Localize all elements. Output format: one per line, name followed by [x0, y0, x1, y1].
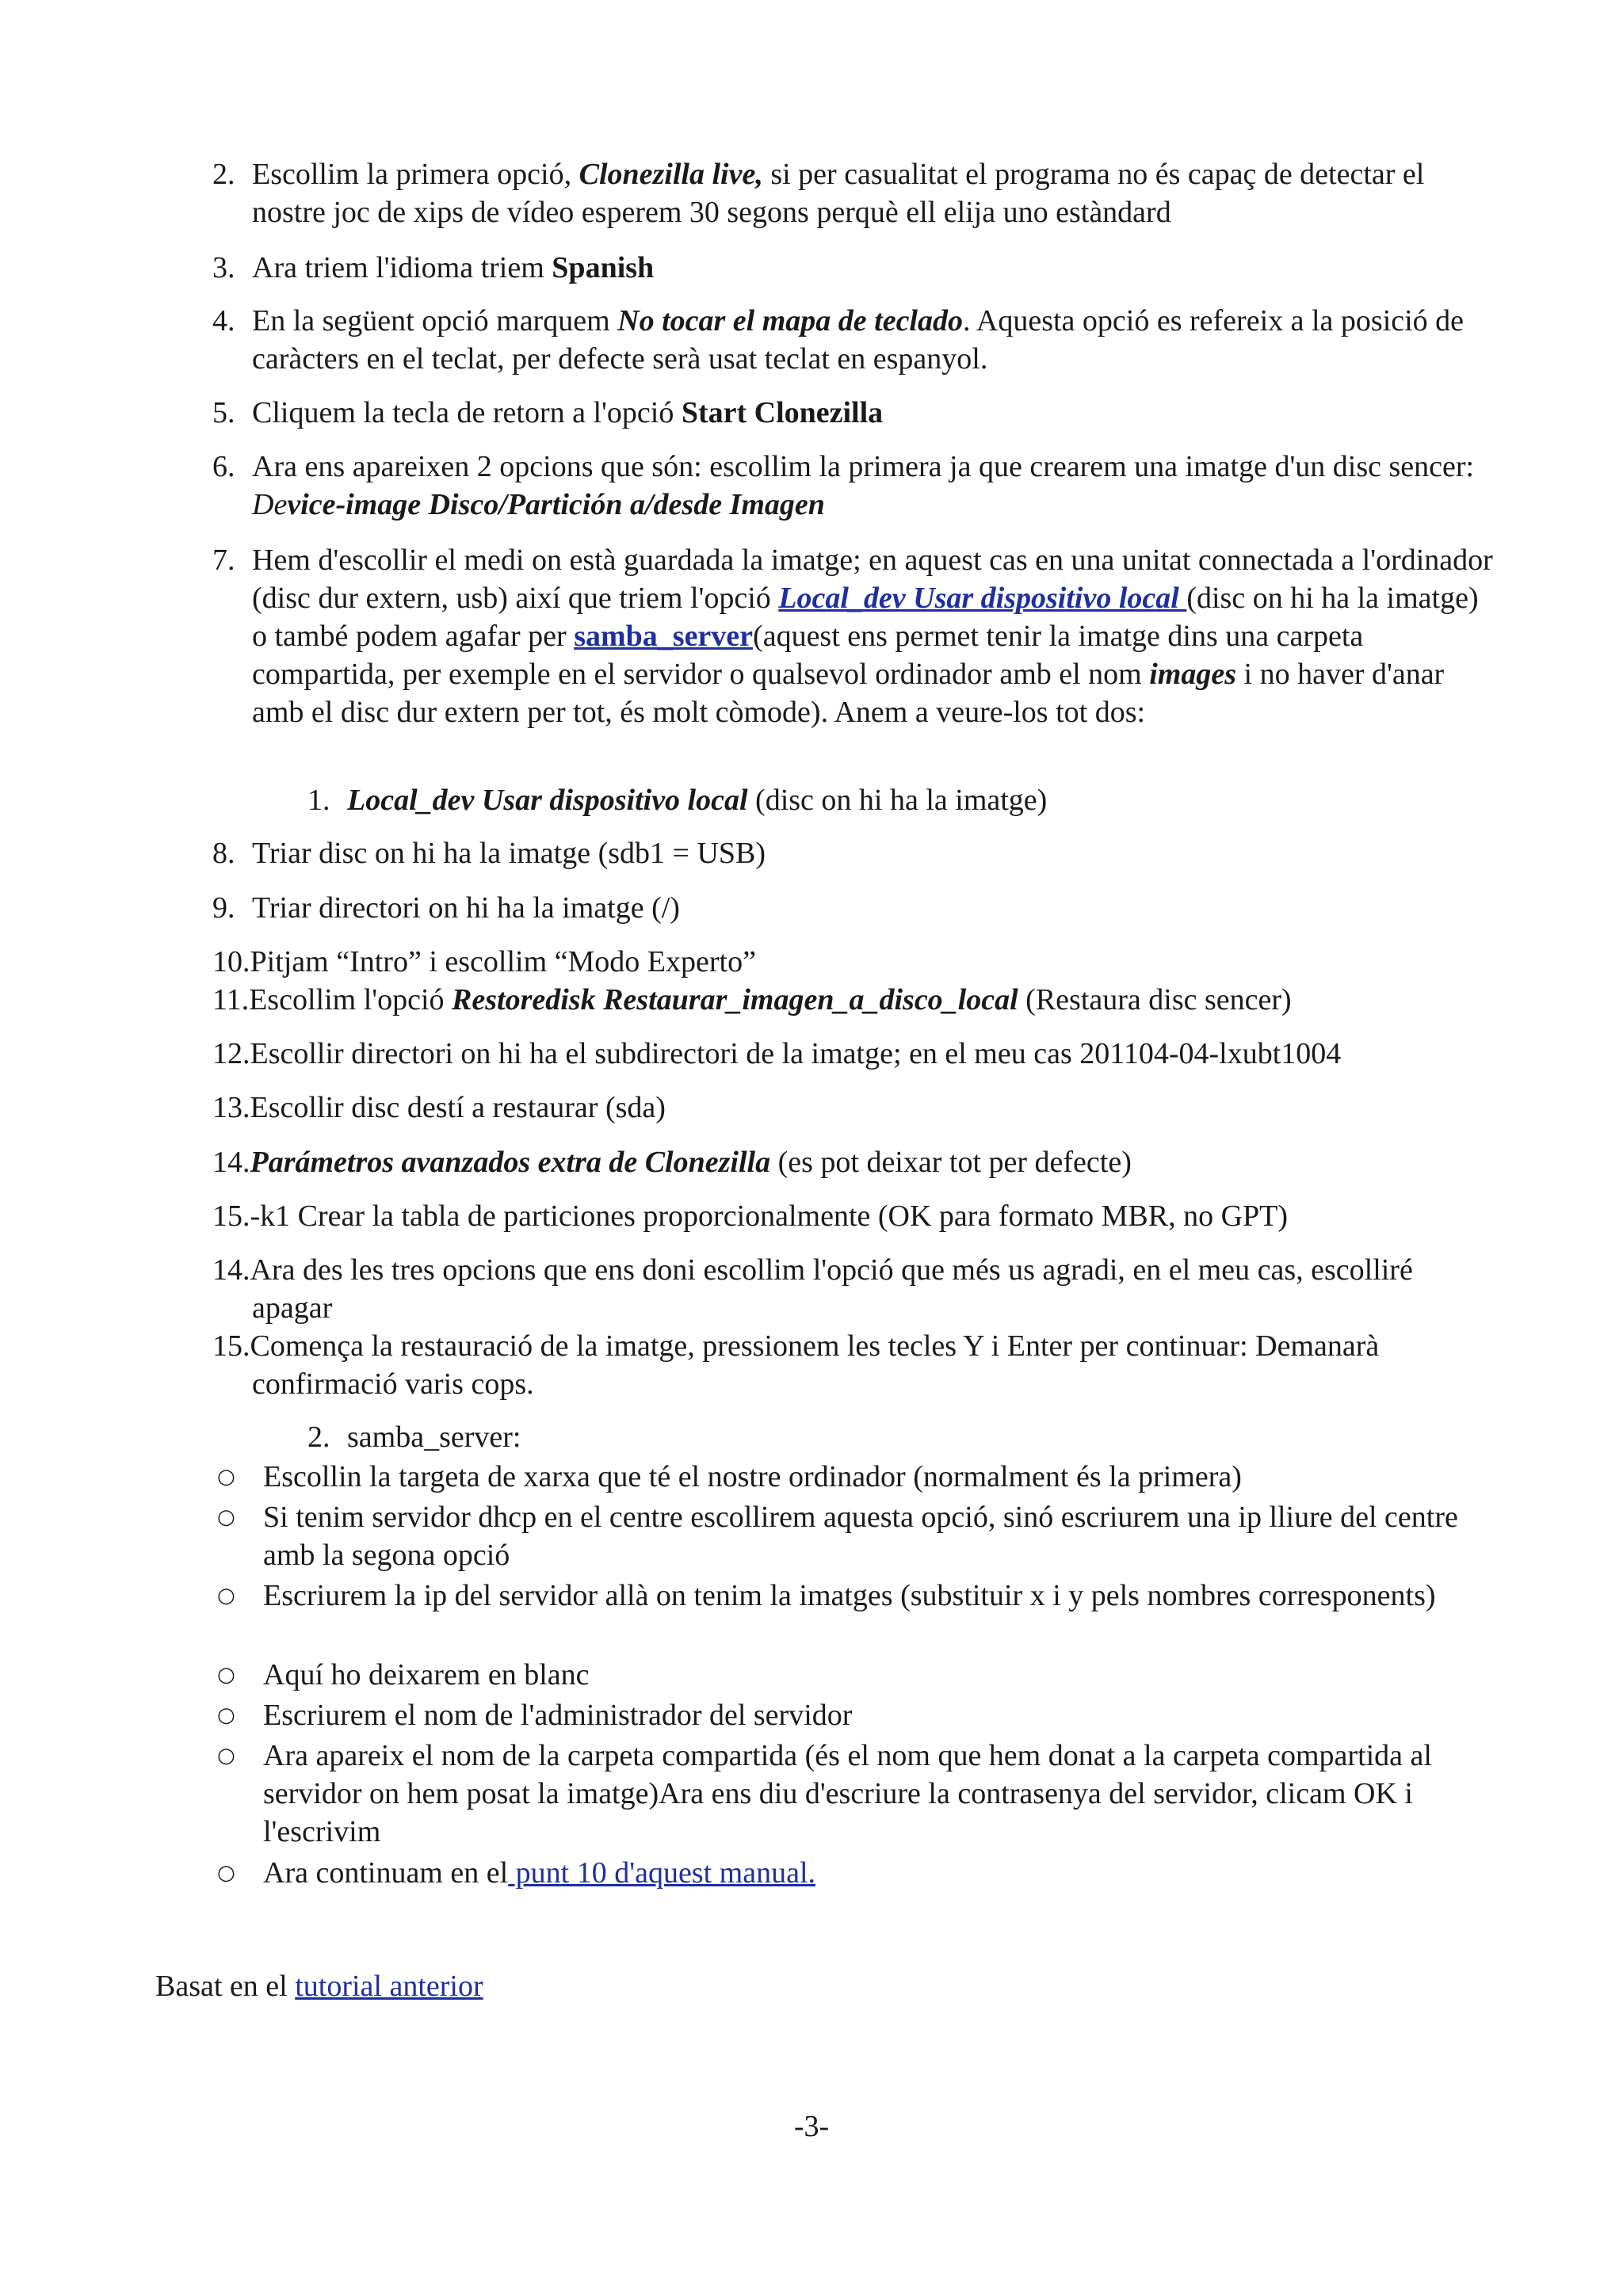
item-number: 8.	[212, 837, 235, 870]
circle-bullet-icon: ○	[217, 1861, 235, 1885]
list-item-7: 7. Hem d'escollir el medi on està guardada la imatge; en aquest cas en una unitat connectada a l'ordinador (disc dur extern, usb) així que triem l'opció Local_dev Usar dispositivo local (disc on hi ha la imatge) o també podem agafar per samba_server(aquest ens permet tenir la imatge dins una carpeta compartida, per exemple en el servidor o qualsevol ordinador amb el nom images i no haver d'anar amb el disc dur extern per tot, és molt còmode). Anem a veure-los tot dos:	[212, 541, 1496, 731]
circle-bullet-icon: ○	[217, 1505, 235, 1529]
list-item-15b: 15.Comença la restauració de la imatge, pressionem les tecles Y i Enter per continuar: Demanarà confirmació varis cops.	[212, 1329, 1380, 1401]
local-dev-link[interactable]: Local_dev Usar dispositivo local	[778, 582, 1187, 615]
list-item-8: 8. Triar disc on hi ha la imatge (sdb1 = USB)	[212, 834, 1496, 872]
list-item-12: 12.Escollir directori on hi ha el subdirectori de la imatge; en el meu cas 201104-04-lxubt1004	[212, 1037, 1342, 1070]
sub-item-1: 1. Local_dev Usar dispositivo local (disc on hi ha la imatge)	[307, 781, 1496, 819]
item-number: 2.	[307, 1421, 330, 1454]
item-number: 5.	[212, 396, 235, 429]
sub-item-2: 2. samba_server:	[307, 1418, 1496, 1456]
list-item-9: 9. Triar directori on hi ha la imatge (/)	[212, 889, 1496, 927]
tutorial-link[interactable]: tutorial anterior	[295, 1970, 483, 2003]
list-item-10: 10.Pitjam “Intro” i escollim “Modo Experto”	[212, 945, 756, 978]
bullet-item: ○ Escriurem el nom de l'administrador del servidor	[212, 1696, 1496, 1734]
bullet-item: ○ Ara apareix el nom de la carpeta compartida (és el nom que hem donat a la carpeta compartida al servidor on hem posat la imatge)Ara ens diu d'escriure la contrasenya del servidor, clicam OK i l'escrivim	[212, 1737, 1496, 1851]
list-item-13: 13.Escollir disc destí a restaurar (sda)	[212, 1091, 666, 1124]
list-item-6: 6. Ara ens apareixen 2 opcions que són: escollim la primera ja que crearem una imatge d'un disc sencer: Device-image Disco/Partición a/desde Imagen	[212, 448, 1496, 524]
punt-10-link[interactable]: punt 10 d'aquest manual.	[508, 1856, 816, 1890]
list-item-3: 3. Ara triem l'idioma triem Spanish	[212, 249, 1496, 287]
bullet-item: ○ Aquí ho deixarem en blanc	[212, 1656, 1496, 1694]
circle-bullet-icon: ○	[217, 1663, 235, 1687]
item-number: 7.	[212, 543, 235, 577]
item-number: 3.	[212, 251, 235, 284]
item-number: 1.	[307, 784, 330, 817]
bullet-item: ○ Ara continuam en el punt 10 d'aquest manual.	[212, 1854, 1496, 1892]
list-item-4: 4. En la següent opció marquem No tocar el mapa de teclado. Aquesta opció es refereix a la posició de caràcters en el teclat, per defecte serà usat teclat en espanyol.	[212, 302, 1496, 378]
item-number: 9.	[212, 891, 235, 925]
bullet-item: ○ Escriurem la ip del servidor allà on tenim la imatges (substituir x i y pels nombres corresponents)	[212, 1577, 1496, 1615]
samba-server-link[interactable]: samba_server	[574, 620, 754, 653]
list-item-15: 15.-k1 Crear la tabla de particiones proporcionalmente (OK para formato MBR, no GPT)	[212, 1199, 1289, 1233]
circle-bullet-icon: ○	[217, 1703, 235, 1727]
footer-note: Basat en el tutorial anterior	[155, 1970, 483, 2003]
list-item-2: 2. Escollim la primera opció, Clonezilla live, si per casualitat el programa no és capaç de detectar el nostre joc de xips de vídeo esperem 30 segons perquè ell elija uno estàndard	[212, 155, 1496, 231]
item-number: 6.	[212, 450, 235, 483]
circle-bullet-icon: ○	[217, 1465, 235, 1489]
list-item-14b: 14.Ara des les tres opcions que ens doni escollim l'opció que més us agradi, en el meu cas, escolliré apagar	[212, 1253, 1413, 1325]
list-item-11: 11.Escollim l'opció Restoredisk Restaurar_imagen_a_disco_local (Restaura disc sencer)	[212, 983, 1292, 1016]
list-item-14: 14.Parámetros avanzados extra de Clonezilla (es pot deixar tot per defecte)	[212, 1146, 1132, 1179]
item-number: 4.	[212, 304, 235, 338]
bullet-item: ○ Si tenim servidor dhcp en el centre escollirem aquesta opció, sinó escriurem una ip lliure del centre amb la segona opció	[212, 1498, 1496, 1574]
page-number: -3-	[793, 2110, 830, 2143]
circle-bullet-icon: ○	[217, 1584, 235, 1608]
list-item-5: 5. Cliquem la tecla de retorn a l'opció Start Clonezilla	[212, 394, 1496, 432]
item-number: 2.	[212, 158, 235, 191]
circle-bullet-icon: ○	[217, 1744, 235, 1768]
bullet-item: ○ Escollin la targeta de xarxa que té el nostre ordinador (normalment és la primera)	[212, 1458, 1496, 1496]
